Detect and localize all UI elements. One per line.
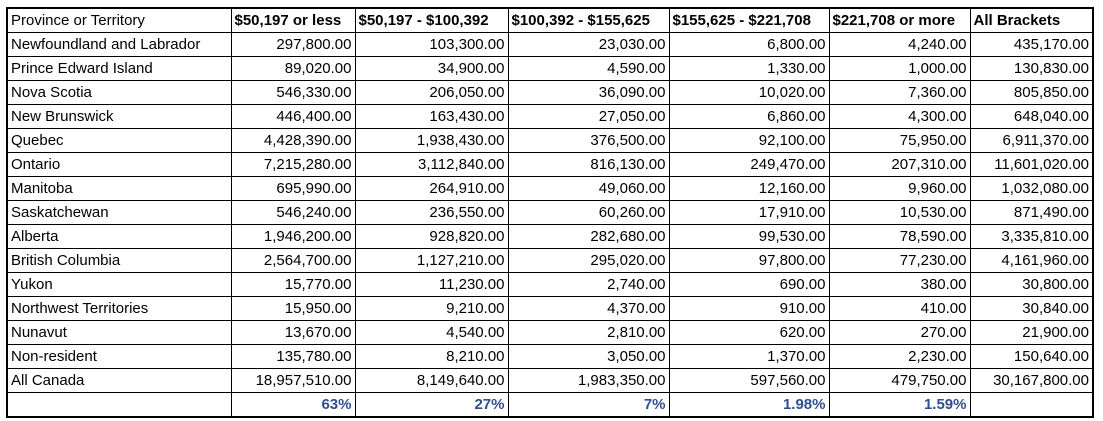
province-name-cell[interactable]: Newfoundland and Labrador [7, 33, 231, 57]
header-cell-bracket-4[interactable]: $155,625 - $221,708 [669, 8, 829, 33]
header-cell-bracket-2[interactable]: $50,197 - $100,392 [355, 8, 508, 33]
value-cell[interactable]: 6,911,370.00 [970, 129, 1093, 153]
value-cell[interactable]: 597,560.00 [669, 369, 829, 393]
value-cell[interactable]: 78,590.00 [829, 225, 970, 249]
value-cell[interactable]: 11,601,020.00 [970, 153, 1093, 177]
percentage-cell-all[interactable] [970, 393, 1093, 418]
value-cell[interactable]: 77,230.00 [829, 249, 970, 273]
province-name-cell[interactable]: Quebec [7, 129, 231, 153]
percentage-cell-bracket-4[interactable]: 1.98% [669, 393, 829, 418]
value-cell[interactable]: 4,590.00 [508, 57, 669, 81]
province-name-cell[interactable]: Nova Scotia [7, 81, 231, 105]
table-row [7, 249, 1093, 273]
value-cell[interactable]: 380.00 [829, 273, 970, 297]
value-cell[interactable]: 805,850.00 [970, 81, 1093, 105]
value-cell[interactable]: 75,950.00 [829, 129, 970, 153]
value-cell[interactable]: 49,060.00 [508, 177, 669, 201]
header-cell-all-brackets[interactable]: All Brackets [970, 8, 1093, 33]
value-cell[interactable]: 207,310.00 [829, 153, 970, 177]
value-cell[interactable]: 4,300.00 [829, 105, 970, 129]
value-cell[interactable]: 10,530.00 [829, 201, 970, 225]
value-cell[interactable]: 6,800.00 [669, 33, 829, 57]
value-cell[interactable]: 3,050.00 [508, 345, 669, 369]
province-name-cell[interactable]: Non-resident [7, 345, 231, 369]
value-cell[interactable]: 1,000.00 [829, 57, 970, 81]
value-cell[interactable]: 206,050.00 [355, 81, 508, 105]
value-cell[interactable]: 1,938,430.00 [355, 129, 508, 153]
province-name-cell[interactable]: Prince Edward Island [7, 57, 231, 81]
value-cell[interactable]: 7,360.00 [829, 81, 970, 105]
value-cell[interactable]: 410.00 [829, 297, 970, 321]
value-cell[interactable]: 546,240.00 [231, 201, 355, 225]
table-row [7, 297, 1093, 321]
value-cell[interactable]: 3,112,840.00 [355, 153, 508, 177]
value-cell[interactable]: 23,030.00 [508, 33, 669, 57]
value-cell[interactable]: 620.00 [669, 321, 829, 345]
table-row [7, 81, 1093, 105]
table-row [7, 273, 1093, 297]
value-cell[interactable]: 36,090.00 [508, 81, 669, 105]
table-row [7, 321, 1093, 345]
value-cell[interactable]: 264,910.00 [355, 177, 508, 201]
value-cell[interactable]: 8,149,640.00 [355, 369, 508, 393]
percentage-cell-empty[interactable] [7, 393, 231, 418]
value-cell[interactable]: 2,740.00 [508, 273, 669, 297]
value-cell[interactable]: 9,960.00 [829, 177, 970, 201]
table-row [7, 33, 1093, 57]
value-cell[interactable]: 18,957,510.00 [231, 369, 355, 393]
value-cell[interactable]: 34,900.00 [355, 57, 508, 81]
value-cell[interactable]: 12,160.00 [669, 177, 829, 201]
value-cell[interactable]: 99,530.00 [669, 225, 829, 249]
province-name-cell[interactable]: British Columbia [7, 249, 231, 273]
value-cell[interactable]: 97,800.00 [669, 249, 829, 273]
value-cell[interactable]: 30,840.00 [970, 297, 1093, 321]
table-row [7, 177, 1093, 201]
value-cell[interactable]: 103,300.00 [355, 33, 508, 57]
value-cell[interactable]: 2,230.00 [829, 345, 970, 369]
value-cell[interactable]: 92,100.00 [669, 129, 829, 153]
value-cell[interactable]: 695,990.00 [231, 177, 355, 201]
table-body [7, 33, 1093, 393]
value-cell[interactable]: 2,564,700.00 [231, 249, 355, 273]
value-cell[interactable]: 282,680.00 [508, 225, 669, 249]
value-cell[interactable]: 648,040.00 [970, 105, 1093, 129]
value-cell[interactable]: 163,430.00 [355, 105, 508, 129]
income-bracket-table [6, 7, 1094, 418]
table-row [7, 201, 1093, 225]
province-name-cell[interactable]: Northwest Territories [7, 297, 231, 321]
province-name-cell[interactable]: Alberta [7, 225, 231, 249]
header-cell-bracket-5[interactable]: $221,708 or more [829, 8, 970, 33]
value-cell[interactable]: 297,800.00 [231, 33, 355, 57]
value-cell[interactable]: 4,240.00 [829, 33, 970, 57]
value-cell[interactable]: 1,983,350.00 [508, 369, 669, 393]
value-cell[interactable]: 1,330.00 [669, 57, 829, 81]
table-row [7, 129, 1093, 153]
value-cell[interactable]: 8,210.00 [355, 345, 508, 369]
province-name-cell[interactable]: All Canada [7, 369, 231, 393]
value-cell[interactable]: 4,540.00 [355, 321, 508, 345]
value-cell[interactable]: 376,500.00 [508, 129, 669, 153]
value-cell[interactable]: 21,900.00 [970, 321, 1093, 345]
value-cell[interactable]: 7,215,280.00 [231, 153, 355, 177]
value-cell[interactable]: 17,910.00 [669, 201, 829, 225]
percentage-cell-bracket-1[interactable]: 63% [231, 393, 355, 418]
value-cell[interactable]: 11,230.00 [355, 273, 508, 297]
value-cell[interactable]: 910.00 [669, 297, 829, 321]
value-cell[interactable]: 4,161,960.00 [970, 249, 1093, 273]
value-cell[interactable]: 10,020.00 [669, 81, 829, 105]
province-name-cell[interactable]: Ontario [7, 153, 231, 177]
table-row [7, 105, 1093, 129]
value-cell[interactable]: 30,800.00 [970, 273, 1093, 297]
value-cell[interactable]: 446,400.00 [231, 105, 355, 129]
value-cell[interactable]: 816,130.00 [508, 153, 669, 177]
value-cell[interactable]: 1,946,200.00 [231, 225, 355, 249]
value-cell[interactable]: 249,470.00 [669, 153, 829, 177]
table-row [7, 369, 1093, 393]
value-cell[interactable]: 89,020.00 [231, 57, 355, 81]
table-row [7, 153, 1093, 177]
value-cell[interactable]: 13,670.00 [231, 321, 355, 345]
province-name-cell[interactable]: Manitoba [7, 177, 231, 201]
value-cell[interactable]: 4,428,390.00 [231, 129, 355, 153]
province-name-cell[interactable]: Saskatchewan [7, 201, 231, 225]
province-name-cell[interactable]: Nunavut [7, 321, 231, 345]
value-cell[interactable]: 150,640.00 [970, 345, 1093, 369]
value-cell[interactable]: 15,770.00 [231, 273, 355, 297]
table-row [7, 225, 1093, 249]
value-cell[interactable]: 130,830.00 [970, 57, 1093, 81]
percentage-cell-bracket-3[interactable]: 7% [508, 393, 669, 418]
value-cell[interactable]: 4,370.00 [508, 297, 669, 321]
value-cell[interactable]: 236,550.00 [355, 201, 508, 225]
value-cell[interactable]: 479,750.00 [829, 369, 970, 393]
value-cell[interactable]: 30,167,800.00 [970, 369, 1093, 393]
percentage-row [7, 393, 1093, 418]
value-cell[interactable]: 27,050.00 [508, 105, 669, 129]
value-cell[interactable]: 2,810.00 [508, 321, 669, 345]
table-row [7, 57, 1093, 81]
value-cell[interactable]: 135,780.00 [231, 345, 355, 369]
value-cell[interactable]: 690.00 [669, 273, 829, 297]
header-cell-bracket-3[interactable]: $100,392 - $155,625 [508, 8, 669, 33]
header-row [7, 8, 1093, 33]
table-row [7, 345, 1093, 369]
value-cell[interactable]: 1,032,080.00 [970, 177, 1093, 201]
value-cell[interactable]: 871,490.00 [970, 201, 1093, 225]
percentage-cell-bracket-2[interactable]: 27% [355, 393, 508, 418]
value-cell[interactable]: 60,260.00 [508, 201, 669, 225]
spreadsheet [6, 7, 1094, 418]
percentage-cell-bracket-5[interactable]: 1.59% [829, 393, 970, 418]
value-cell[interactable]: 1,370.00 [669, 345, 829, 369]
header-cell-province[interactable]: Province or Territory [7, 8, 231, 33]
value-cell[interactable]: 435,170.00 [970, 33, 1093, 57]
value-cell[interactable]: 15,950.00 [231, 297, 355, 321]
value-cell[interactable]: 9,210.00 [355, 297, 508, 321]
value-cell[interactable]: 270.00 [829, 321, 970, 345]
value-cell[interactable]: 928,820.00 [355, 225, 508, 249]
province-name-cell[interactable]: Yukon [7, 273, 231, 297]
value-cell[interactable]: 6,860.00 [669, 105, 829, 129]
province-name-cell[interactable]: New Brunswick [7, 105, 231, 129]
header-cell-bracket-1[interactable]: $50,197 or less [231, 8, 355, 33]
value-cell[interactable]: 295,020.00 [508, 249, 669, 273]
value-cell[interactable]: 546,330.00 [231, 81, 355, 105]
value-cell[interactable]: 1,127,210.00 [355, 249, 508, 273]
value-cell[interactable]: 3,335,810.00 [970, 225, 1093, 249]
